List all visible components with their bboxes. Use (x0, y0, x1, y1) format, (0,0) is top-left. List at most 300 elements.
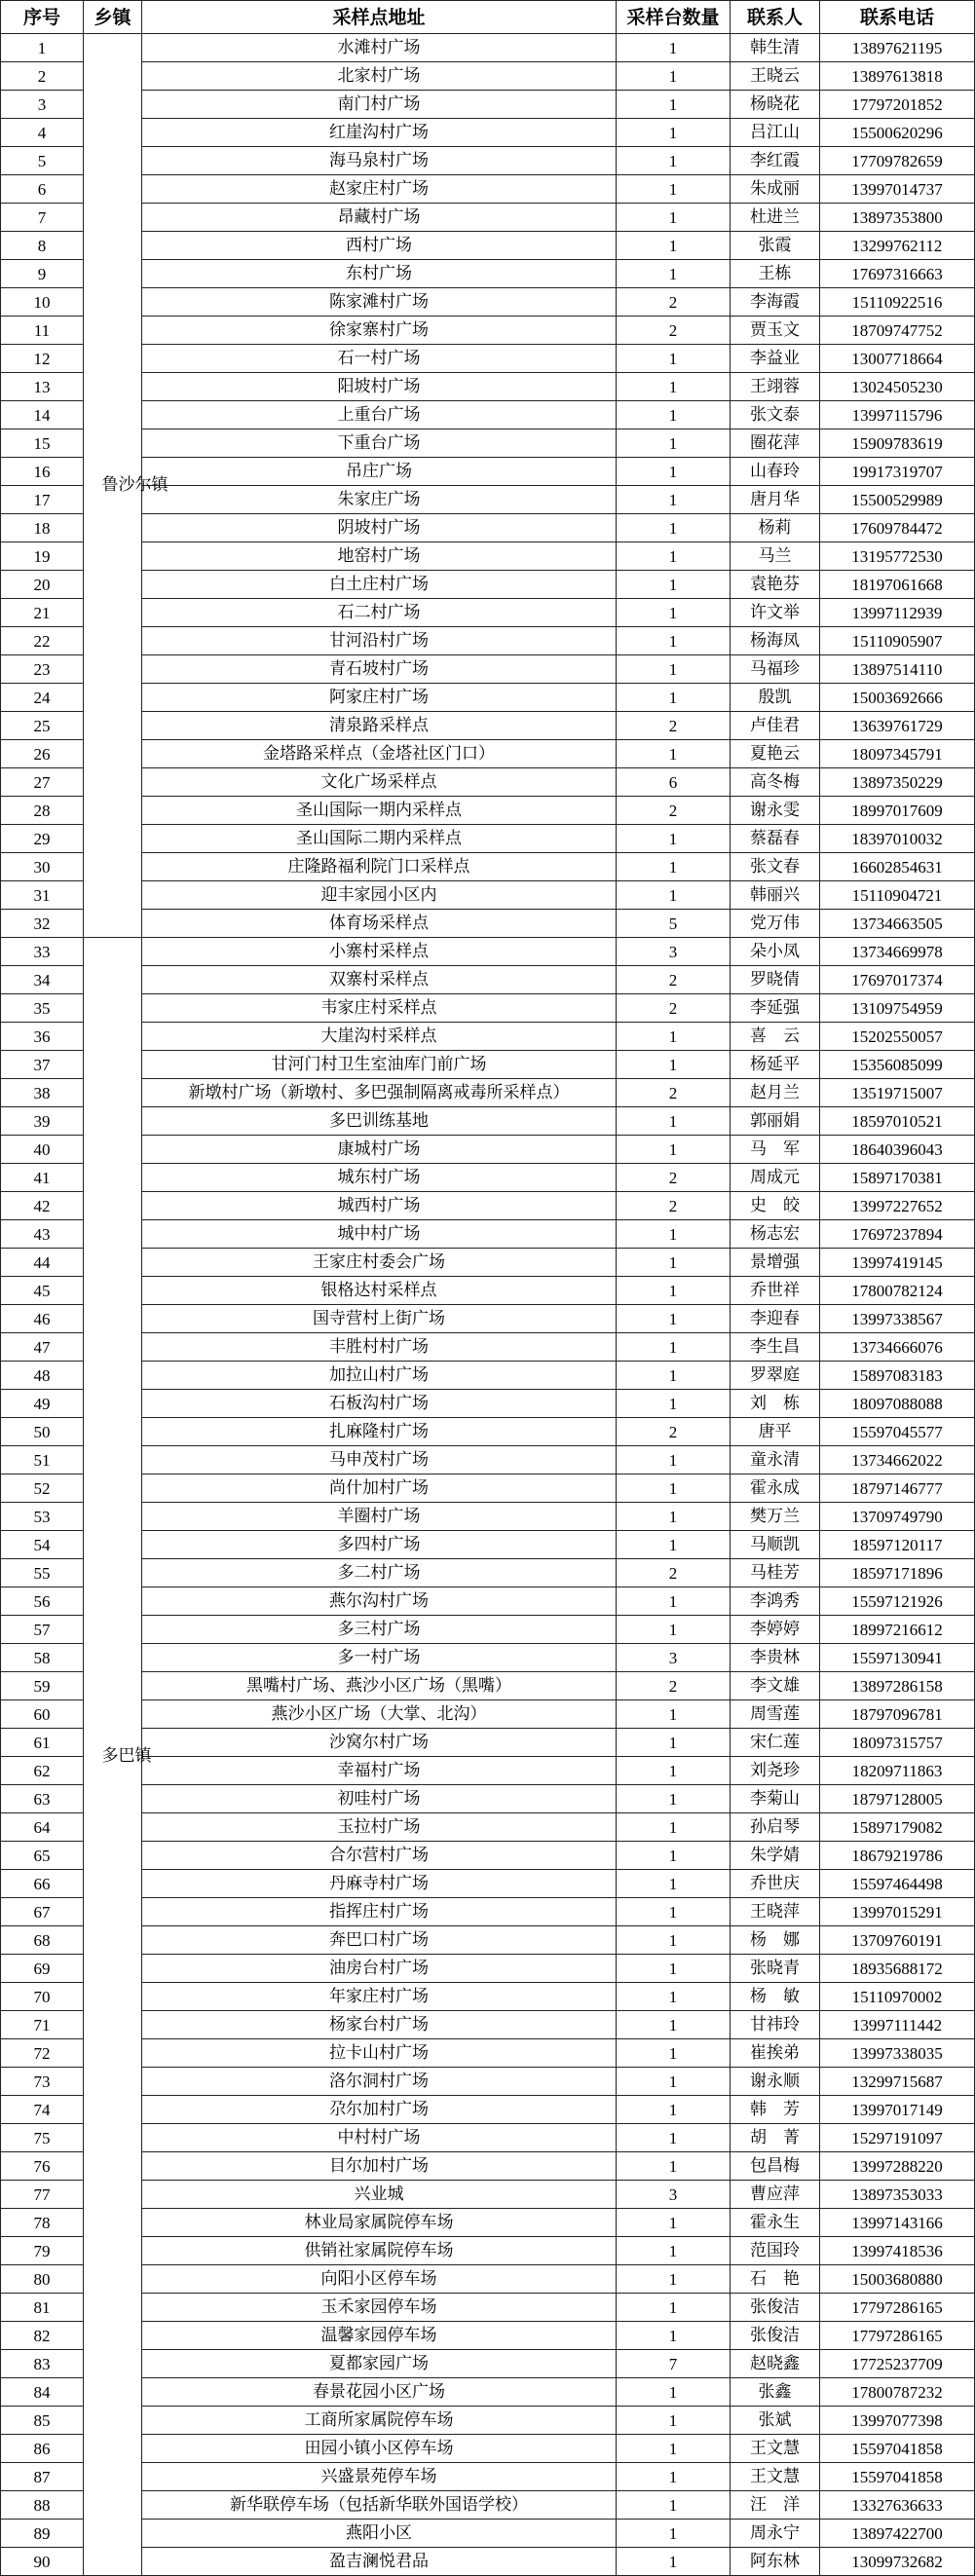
sampling-address-cell: 吊庄广场 (142, 458, 617, 486)
contact-person-cell: 朵小凤 (731, 938, 820, 966)
serial-number-cell: 67 (1, 1898, 84, 1926)
table-row (1, 62, 975, 91)
table-row (1, 345, 975, 373)
serial-number-cell: 38 (1, 1079, 84, 1107)
contact-phone-cell: 13007718664 (820, 345, 975, 373)
sampling-address-cell: 杨家台村广场 (142, 2011, 617, 2039)
sampling-address-cell: 白土庄村广场 (142, 571, 617, 599)
serial-number-cell: 27 (1, 768, 84, 797)
sampling-address-cell: 羊圈村广场 (142, 1503, 617, 1531)
serial-number-cell: 63 (1, 1785, 84, 1813)
table-row (1, 1390, 975, 1418)
station-count-cell: 1 (617, 1446, 731, 1475)
contact-phone-cell: 17797201852 (820, 91, 975, 119)
station-count-cell: 1 (617, 260, 731, 288)
serial-number-cell: 64 (1, 1813, 84, 1842)
serial-number-cell: 68 (1, 1926, 84, 1955)
station-count-cell: 1 (617, 175, 731, 204)
sampling-address-cell: 红崖沟村广场 (142, 119, 617, 147)
contact-person-cell: 韩 芳 (731, 2096, 820, 2124)
contact-phone-cell: 18597120117 (820, 1531, 975, 1559)
contact-person-cell: 宋仁莲 (731, 1729, 820, 1757)
sampling-address-cell: 韦家庄村采样点 (142, 994, 617, 1023)
station-count-cell: 1 (617, 429, 731, 458)
sampling-address-cell: 大崖沟村采样点 (142, 1023, 617, 1051)
sampling-address-cell: 昂藏村广场 (142, 204, 617, 232)
station-count-cell: 1 (617, 2435, 731, 2463)
station-count-cell: 2 (617, 1164, 731, 1192)
contact-phone-cell: 13709749790 (820, 1503, 975, 1531)
contact-person-cell: 卢佳君 (731, 712, 820, 740)
contact-phone-cell: 15110905907 (820, 627, 975, 655)
sampling-address-cell: 城东村广场 (142, 1164, 617, 1192)
serial-number-cell: 82 (1, 2322, 84, 2350)
station-count-cell: 2 (617, 1192, 731, 1220)
serial-number-cell: 41 (1, 1164, 84, 1192)
table-row (1, 1700, 975, 1729)
contact-phone-cell: 15909783619 (820, 429, 975, 458)
serial-number-cell: 59 (1, 1672, 84, 1700)
serial-number-cell: 74 (1, 2096, 84, 2124)
station-count-cell: 1 (617, 147, 731, 175)
sampling-address-cell: 供销社家属院停车场 (142, 2237, 617, 2265)
contact-phone-cell: 18797146777 (820, 1475, 975, 1503)
station-count-cell: 1 (617, 2491, 731, 2520)
contact-person-cell: 杨 娜 (731, 1926, 820, 1955)
table-row (1, 881, 975, 910)
contact-phone-cell: 15597130941 (820, 1644, 975, 1672)
contact-phone-cell: 15500529989 (820, 486, 975, 514)
station-count-cell: 1 (617, 1107, 731, 1136)
contact-person-cell: 谢永雯 (731, 797, 820, 825)
serial-number-cell: 81 (1, 2294, 84, 2322)
contact-phone-cell: 18597010521 (820, 1107, 975, 1136)
sampling-address-cell: 城西村广场 (142, 1192, 617, 1220)
sampling-address-cell: 油房台村广场 (142, 1955, 617, 1983)
table-row (1, 1559, 975, 1587)
contact-person-cell: 周成元 (731, 1164, 820, 1192)
table-row (1, 1644, 975, 1672)
contact-phone-cell: 13327636633 (820, 2491, 975, 2520)
station-count-cell: 1 (617, 232, 731, 260)
station-count-cell: 1 (617, 571, 731, 599)
contact-person-cell: 张俊洁 (731, 2294, 820, 2322)
table-row (1, 147, 975, 175)
station-count-cell: 1 (617, 2265, 731, 2294)
table-row (1, 2378, 975, 2407)
sampling-address-cell: 指挥庄村广场 (142, 1898, 617, 1926)
serial-number-cell: 36 (1, 1023, 84, 1051)
table-row (1, 2265, 975, 2294)
serial-number-cell: 62 (1, 1757, 84, 1785)
table-row (1, 797, 975, 825)
contact-phone-cell: 17797286165 (820, 2294, 975, 2322)
header-contact-phone: 联系电话 (820, 1, 975, 34)
table-row (1, 712, 975, 740)
contact-person-cell: 石 艳 (731, 2265, 820, 2294)
table-row (1, 1164, 975, 1192)
table-row (1, 938, 975, 966)
contact-person-cell: 霍永生 (731, 2209, 820, 2237)
sampling-address-cell: 燕沙小区广场（大掌、北沟） (142, 1700, 617, 1729)
table-row (1, 2322, 975, 2350)
table-row (1, 1362, 975, 1390)
table-row (1, 825, 975, 853)
table-row (1, 1587, 975, 1616)
sampling-address-cell: 石二村广场 (142, 599, 617, 627)
serial-number-cell: 43 (1, 1220, 84, 1249)
station-count-cell: 1 (617, 1898, 731, 1926)
serial-number-cell: 80 (1, 2265, 84, 2294)
contact-phone-cell: 13997338567 (820, 1305, 975, 1333)
contact-person-cell: 李文雄 (731, 1672, 820, 1700)
table-row (1, 2435, 975, 2463)
contact-phone-cell: 13709760191 (820, 1926, 975, 1955)
sampling-address-cell: 尚什加村广场 (142, 1475, 617, 1503)
table-row (1, 373, 975, 401)
serial-number-cell: 25 (1, 712, 84, 740)
sampling-address-cell: 春景花园小区广场 (142, 2378, 617, 2407)
table-row (1, 1418, 975, 1446)
sampling-address-cell: 多四村广场 (142, 1531, 617, 1559)
contact-phone-cell: 13997419145 (820, 1249, 975, 1277)
sampling-address-cell: 盈吉澜悦君品 (142, 2548, 617, 2576)
serial-number-cell: 49 (1, 1390, 84, 1418)
serial-number-cell: 51 (1, 1446, 84, 1475)
contact-person-cell: 王文慧 (731, 2435, 820, 2463)
contact-phone-cell: 15597045577 (820, 1418, 975, 1446)
serial-number-cell: 2 (1, 62, 84, 91)
serial-number-cell: 6 (1, 175, 84, 204)
serial-number-cell: 32 (1, 910, 84, 938)
contact-phone-cell: 13734662022 (820, 1446, 975, 1475)
station-count-cell: 1 (617, 1277, 731, 1305)
table-row (1, 1446, 975, 1475)
sampling-address-cell: 洛尔洞村广场 (142, 2068, 617, 2096)
contact-person-cell: 杨莉 (731, 514, 820, 542)
serial-number-cell: 20 (1, 571, 84, 599)
contact-phone-cell: 15356085099 (820, 1051, 975, 1079)
table-row (1, 204, 975, 232)
contact-phone-cell: 13897514110 (820, 655, 975, 684)
contact-person-cell: 李益业 (731, 345, 820, 373)
serial-number-cell: 21 (1, 599, 84, 627)
table-row (1, 1079, 975, 1107)
contact-phone-cell: 18797128005 (820, 1785, 975, 1813)
contact-person-cell: 周永宁 (731, 2520, 820, 2548)
sampling-address-cell: 王家庄村委会广场 (142, 1249, 617, 1277)
sampling-address-cell: 新华联停车场（包括新华联外国语学校） (142, 2491, 617, 2520)
contact-person-cell: 李生昌 (731, 1333, 820, 1362)
contact-phone-cell: 18935688172 (820, 1955, 975, 1983)
contact-phone-cell: 13897353800 (820, 204, 975, 232)
sampling-address-cell: 马申茂村广场 (142, 1446, 617, 1475)
serial-number-cell: 71 (1, 2011, 84, 2039)
station-count-cell: 2 (617, 1418, 731, 1446)
serial-number-cell: 3 (1, 91, 84, 119)
contact-phone-cell: 13897353033 (820, 2181, 975, 2209)
station-count-cell: 1 (617, 2294, 731, 2322)
serial-number-cell: 18 (1, 514, 84, 542)
serial-number-cell: 52 (1, 1475, 84, 1503)
contact-phone-cell: 15897170381 (820, 1164, 975, 1192)
station-count-cell: 1 (617, 91, 731, 119)
contact-person-cell: 贾玉文 (731, 317, 820, 345)
contact-phone-cell: 18997216612 (820, 1616, 975, 1644)
table-row (1, 1023, 975, 1051)
contact-person-cell: 樊万兰 (731, 1503, 820, 1531)
table-row (1, 2209, 975, 2237)
station-count-cell: 1 (617, 599, 731, 627)
table-row (1, 34, 975, 62)
station-count-cell: 1 (617, 1390, 731, 1418)
station-count-cell: 6 (617, 768, 731, 797)
contact-person-cell: 马 军 (731, 1136, 820, 1164)
sampling-address-cell: 迎丰家园小区内 (142, 881, 617, 910)
sampling-address-cell: 夏都家园广场 (142, 2350, 617, 2378)
table-row (1, 571, 975, 599)
sampling-address-cell: 城中村广场 (142, 1220, 617, 1249)
contact-person-cell: 唐平 (731, 1418, 820, 1446)
contact-person-cell: 张文泰 (731, 401, 820, 429)
table-row (1, 768, 975, 797)
station-count-cell: 1 (617, 740, 731, 768)
serial-number-cell: 14 (1, 401, 84, 429)
sampling-address-cell: 海马泉村广场 (142, 147, 617, 175)
sampling-address-cell: 下重台广场 (142, 429, 617, 458)
contact-phone-cell: 18997017609 (820, 797, 975, 825)
contact-phone-cell: 18640396043 (820, 1136, 975, 1164)
sampling-address-cell: 工商所家属院停车场 (142, 2407, 617, 2435)
table-row (1, 655, 975, 684)
contact-person-cell: 张鑫 (731, 2378, 820, 2407)
sampling-address-cell: 多三村广场 (142, 1616, 617, 1644)
table-row (1, 2039, 975, 2068)
contact-phone-cell: 13997014737 (820, 175, 975, 204)
contact-phone-cell: 13195772530 (820, 542, 975, 571)
serial-number-cell: 83 (1, 2350, 84, 2378)
table-row (1, 1531, 975, 1559)
station-count-cell: 1 (617, 1729, 731, 1757)
sampling-address-cell: 阿家庄村广场 (142, 684, 617, 712)
serial-number-cell: 53 (1, 1503, 84, 1531)
contact-phone-cell: 15897179082 (820, 1813, 975, 1842)
serial-number-cell: 60 (1, 1700, 84, 1729)
contact-person-cell: 孙启琴 (731, 1813, 820, 1842)
station-count-cell: 1 (617, 401, 731, 429)
sampling-address-cell: 金塔路采样点（金塔社区门口） (142, 740, 617, 768)
table-header (1, 1, 975, 34)
contact-person-cell: 李迎春 (731, 1305, 820, 1333)
table-row (1, 1192, 975, 1220)
contact-phone-cell: 18209711863 (820, 1757, 975, 1785)
contact-person-cell: 乔世祥 (731, 1277, 820, 1305)
header-sampling-address: 采样点地址 (142, 1, 617, 34)
table-row (1, 740, 975, 768)
table-row (1, 1249, 975, 1277)
station-count-cell: 5 (617, 910, 731, 938)
serial-number-cell: 35 (1, 994, 84, 1023)
contact-person-cell: 刘尧珍 (731, 1757, 820, 1785)
station-count-cell: 1 (617, 1785, 731, 1813)
contact-person-cell: 李婷婷 (731, 1616, 820, 1644)
contact-phone-cell: 15597041858 (820, 2463, 975, 2491)
table-row (1, 1983, 975, 2011)
contact-person-cell: 马桂芳 (731, 1559, 820, 1587)
township-name: 多巴镇 (101, 1746, 152, 1766)
contact-person-cell: 朱成丽 (731, 175, 820, 204)
contact-phone-cell: 16602854631 (820, 853, 975, 881)
sampling-address-cell: 多一村广场 (142, 1644, 617, 1672)
contact-person-cell: 张晓青 (731, 1955, 820, 1983)
table-row (1, 2350, 975, 2378)
serial-number-cell: 57 (1, 1616, 84, 1644)
serial-number-cell: 79 (1, 2237, 84, 2265)
township-name: 鲁沙尔镇 (101, 475, 169, 495)
table-row (1, 514, 975, 542)
sampling-address-cell: 水滩村广场 (142, 34, 617, 62)
serial-number-cell: 42 (1, 1192, 84, 1220)
table-row (1, 2294, 975, 2322)
contact-person-cell: 崔挨弟 (731, 2039, 820, 2068)
sampling-address-cell: 丰胜村村广场 (142, 1333, 617, 1362)
contact-person-cell: 许文举 (731, 599, 820, 627)
sampling-address-cell: 多二村广场 (142, 1559, 617, 1587)
sampling-address-cell: 国寺营村上街广场 (142, 1305, 617, 1333)
table-body (1, 34, 975, 2576)
sampling-address-cell: 兴业城 (142, 2181, 617, 2209)
station-count-cell: 1 (617, 825, 731, 853)
serial-number-cell: 73 (1, 2068, 84, 2096)
sampling-address-cell: 向阳小区停车场 (142, 2265, 617, 2294)
sampling-address-cell: 玉拉村广场 (142, 1813, 617, 1842)
station-count-cell: 2 (617, 1079, 731, 1107)
contact-phone-cell: 13997227652 (820, 1192, 975, 1220)
contact-person-cell: 范国玲 (731, 2237, 820, 2265)
station-count-cell: 1 (617, 204, 731, 232)
contact-person-cell: 谢永顺 (731, 2068, 820, 2096)
station-count-cell: 1 (617, 458, 731, 486)
serial-number-cell: 54 (1, 1531, 84, 1559)
contact-person-cell: 景增强 (731, 1249, 820, 1277)
sampling-address-cell: 兴盛景苑停车场 (142, 2463, 617, 2491)
contact-phone-cell: 13997112939 (820, 599, 975, 627)
contact-phone-cell: 13997338035 (820, 2039, 975, 2068)
header-station-count: 采样台数量 (617, 1, 731, 34)
serial-number-cell: 40 (1, 1136, 84, 1164)
sampling-address-cell: 尕尔加村广场 (142, 2096, 617, 2124)
contact-phone-cell: 17609784472 (820, 514, 975, 542)
contact-phone-cell: 18709747752 (820, 317, 975, 345)
contact-person-cell: 杨延平 (731, 1051, 820, 1079)
station-count-cell: 3 (617, 2181, 731, 2209)
serial-number-cell: 19 (1, 542, 84, 571)
serial-number-cell: 4 (1, 119, 84, 147)
table-row (1, 1305, 975, 1333)
station-count-cell: 1 (617, 1813, 731, 1842)
station-count-cell: 1 (617, 2237, 731, 2265)
contact-person-cell: 杜进兰 (731, 204, 820, 232)
contact-person-cell: 吕江山 (731, 119, 820, 147)
sampling-address-cell: 拉卡山村广场 (142, 2039, 617, 2068)
table-row (1, 542, 975, 571)
station-count-cell: 1 (617, 1926, 731, 1955)
contact-phone-cell: 13997015291 (820, 1898, 975, 1926)
serial-number-cell: 24 (1, 684, 84, 712)
sampling-address-cell: 多巴训练基地 (142, 1107, 617, 1136)
station-count-cell: 1 (617, 1842, 731, 1870)
table-row (1, 1277, 975, 1305)
station-count-cell: 1 (617, 2124, 731, 2152)
contact-phone-cell: 18097315757 (820, 1729, 975, 1757)
contact-phone-cell: 13099732682 (820, 2548, 975, 2576)
serial-number-cell: 34 (1, 966, 84, 994)
table-row (1, 1842, 975, 1870)
contact-phone-cell: 15110970002 (820, 1983, 975, 2011)
table-row (1, 1785, 975, 1813)
serial-number-cell: 28 (1, 797, 84, 825)
station-count-cell: 1 (617, 2039, 731, 2068)
table-row (1, 175, 975, 204)
contact-phone-cell: 15003692666 (820, 684, 975, 712)
table-row (1, 2548, 975, 2576)
serial-number-cell: 16 (1, 458, 84, 486)
sampling-address-cell: 青石坡村广场 (142, 655, 617, 684)
serial-number-cell: 26 (1, 740, 84, 768)
contact-phone-cell: 15110922516 (820, 288, 975, 317)
serial-number-cell: 10 (1, 288, 84, 317)
sampling-address-cell: 年家庄村广场 (142, 1983, 617, 2011)
sampling-address-cell: 林业局家属院停车场 (142, 2209, 617, 2237)
contact-phone-cell: 13997111442 (820, 2011, 975, 2039)
contact-phone-cell: 15897083183 (820, 1362, 975, 1390)
station-count-cell: 2 (617, 317, 731, 345)
contact-phone-cell: 17797286165 (820, 2322, 975, 2350)
table-row (1, 1926, 975, 1955)
sampling-address-cell: 北家村广场 (142, 62, 617, 91)
contact-person-cell: 李菊山 (731, 1785, 820, 1813)
table-row (1, 2181, 975, 2209)
serial-number-cell: 33 (1, 938, 84, 966)
table-row (1, 994, 975, 1023)
station-count-cell: 1 (617, 1333, 731, 1362)
table-row (1, 429, 975, 458)
contact-person-cell: 山春玲 (731, 458, 820, 486)
serial-number-cell: 72 (1, 2039, 84, 2068)
table-row (1, 317, 975, 345)
sampling-address-cell: 文化广场采样点 (142, 768, 617, 797)
sampling-address-cell: 赵家庄村广场 (142, 175, 617, 204)
sampling-address-cell: 田园小镇小区停车场 (142, 2435, 617, 2463)
serial-number-cell: 9 (1, 260, 84, 288)
station-count-cell: 3 (617, 1644, 731, 1672)
contact-person-cell: 李延强 (731, 994, 820, 1023)
contact-phone-cell: 13024505230 (820, 373, 975, 401)
sampling-address-cell: 甘河门村卫生室油库门前广场 (142, 1051, 617, 1079)
station-count-cell: 1 (617, 1051, 731, 1079)
sampling-address-cell: 玉禾家园停车场 (142, 2294, 617, 2322)
contact-phone-cell: 13997115796 (820, 401, 975, 429)
contact-phone-cell: 15597121926 (820, 1587, 975, 1616)
station-count-cell: 1 (617, 486, 731, 514)
serial-number-cell: 47 (1, 1333, 84, 1362)
table-row (1, 1475, 975, 1503)
contact-phone-cell: 17697316663 (820, 260, 975, 288)
station-count-cell: 7 (617, 2350, 731, 2378)
contact-phone-cell: 15297191097 (820, 2124, 975, 2152)
serial-number-cell: 13 (1, 373, 84, 401)
sampling-address-cell: 清泉路采样点 (142, 712, 617, 740)
